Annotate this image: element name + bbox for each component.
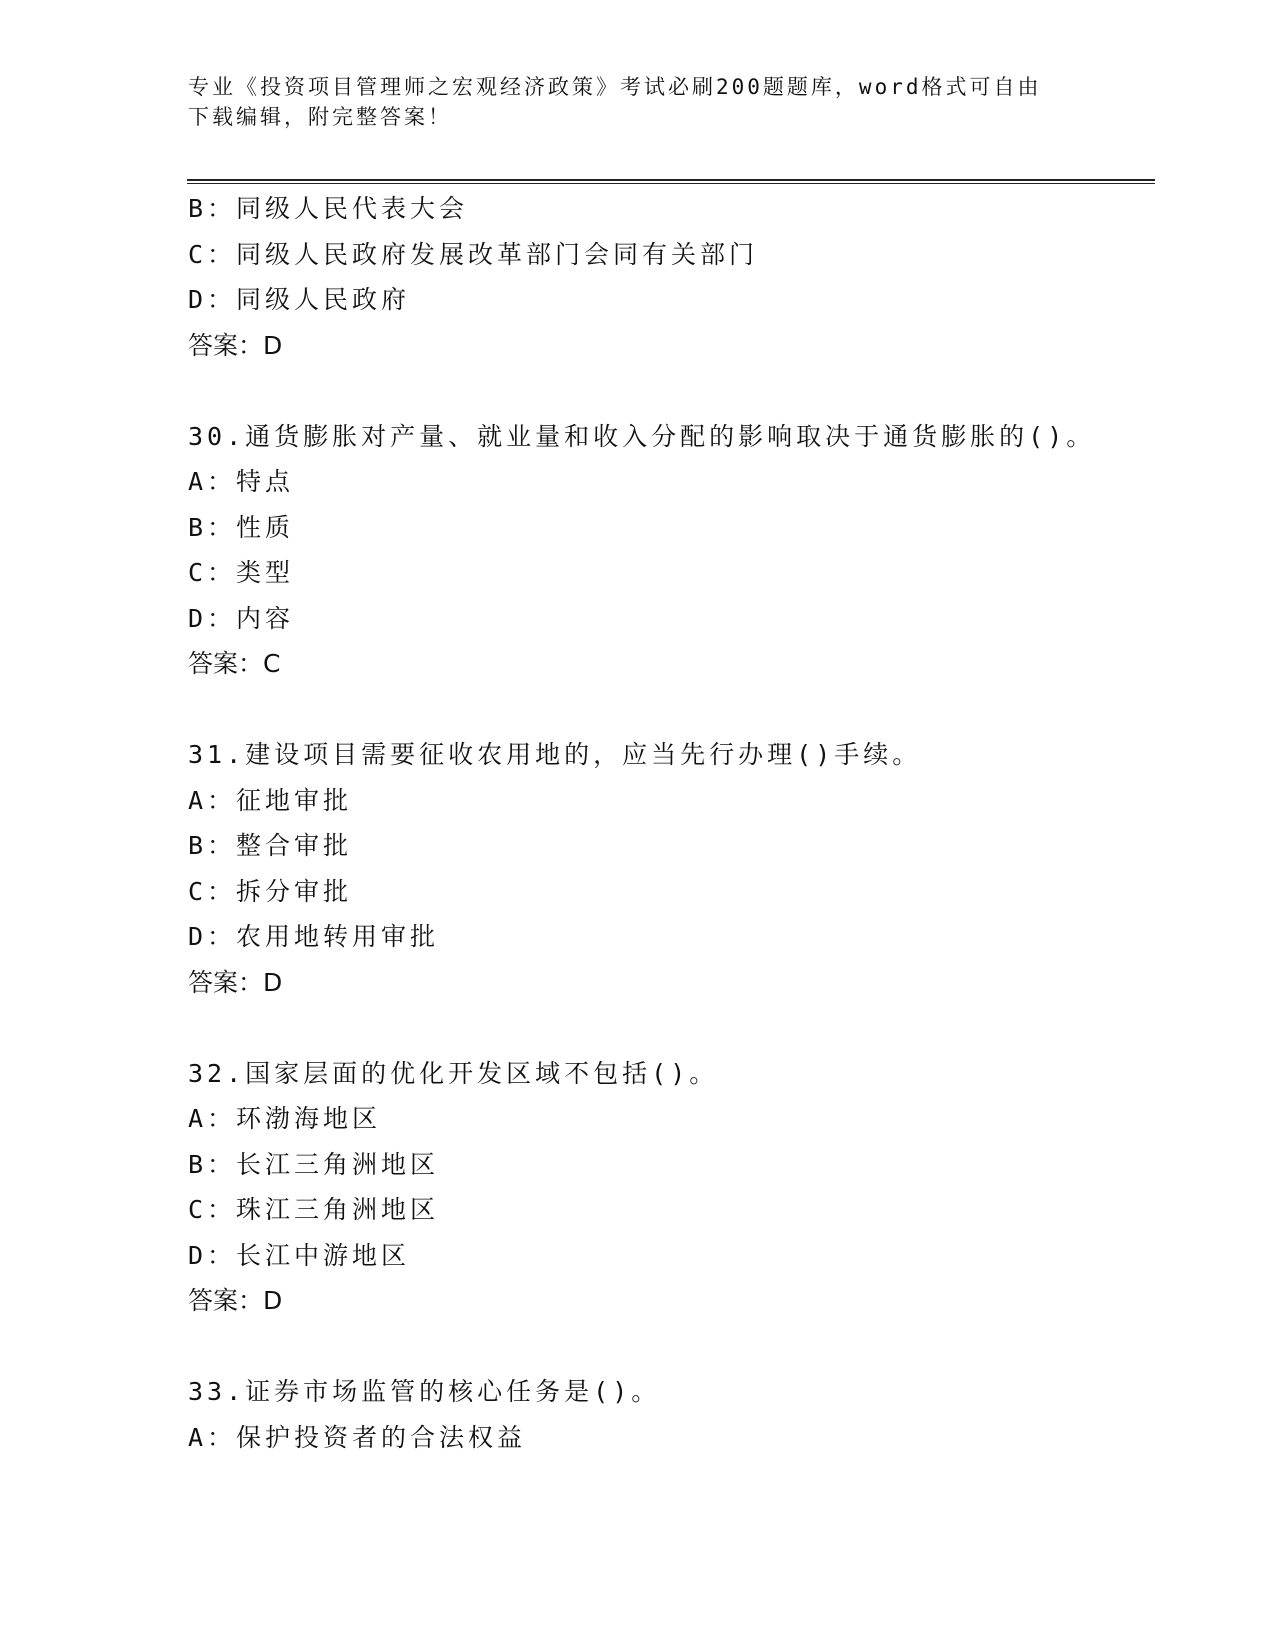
answer: 答案：D [188, 1286, 283, 1315]
option-d: D：同级人民政府 [188, 285, 411, 314]
answer: 答案：C [188, 649, 281, 678]
option-d: D：内容 [188, 603, 295, 633]
option-c: C：同级人民政府发展改革部门会同有关部门 [188, 239, 759, 269]
option-d: D：农用地转用审批 [188, 922, 440, 951]
header-divider [187, 179, 1155, 184]
option-c: C：珠江三角洲地区 [188, 1195, 440, 1224]
option-b: B：长江三角洲地区 [188, 1149, 440, 1179]
option-a: A：保护投资者的合法权益 [188, 1422, 527, 1452]
answer: 答案：D [188, 967, 283, 997]
option-a: A：环渤海地区 [188, 1104, 382, 1133]
spacer [188, 1005, 1148, 1051]
option-b: B：整合审批 [188, 831, 353, 860]
question-32 [188, 1051, 1148, 1324]
option-c: C：类型 [188, 558, 295, 587]
answer: 答案：D [188, 330, 283, 360]
spacer [188, 1324, 1148, 1370]
option-c: C：拆分审批 [188, 876, 353, 906]
question-list [188, 186, 1148, 1460]
question-29-tail [188, 186, 1148, 368]
question-stem: 31.建设项目需要征收农用地的，应当先行办理()手续。 [188, 740, 922, 769]
question-stem: 30.通货膨胀对产量、就业量和收入分配的影响取决于通货膨胀的()。 [188, 421, 1096, 451]
document-header [188, 72, 1068, 132]
spacer [188, 687, 1148, 733]
question-stem: 32.国家层面的优化开发区域不包括()。 [188, 1058, 719, 1088]
option-b: B：性质 [188, 512, 295, 542]
question-31 [188, 732, 1148, 1005]
question-stem: 33.证券市场监管的核心任务是()。 [188, 1377, 661, 1406]
header-line-2: 下载编辑，附完整答案！ [188, 105, 452, 129]
option-d: D：长江中游地区 [188, 1240, 411, 1270]
header-line-1: 专业《投资项目管理师之宏观经济政策》考试必刷200题题库，word格式可自由 [188, 75, 1042, 99]
option-b: B：同级人民代表大会 [188, 194, 469, 223]
question-33 [188, 1369, 1148, 1460]
option-a: A：特点 [188, 467, 295, 496]
option-a: A：征地审批 [188, 785, 353, 815]
spacer [188, 368, 1148, 414]
question-30 [188, 414, 1148, 687]
